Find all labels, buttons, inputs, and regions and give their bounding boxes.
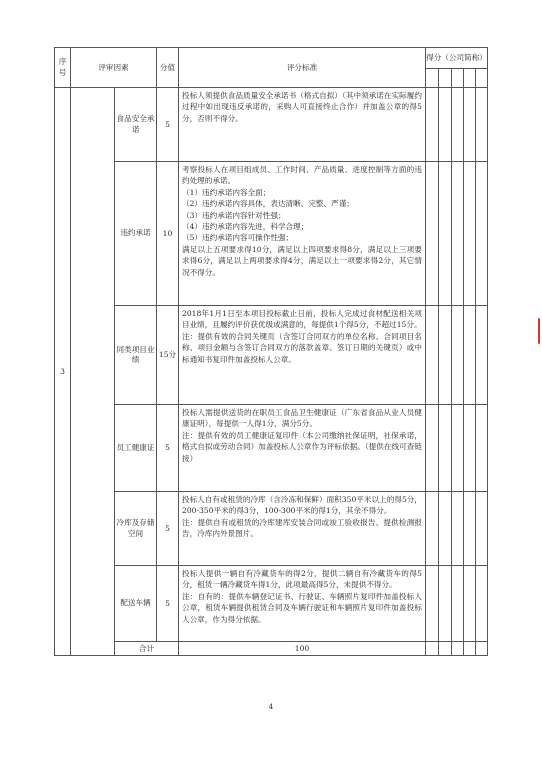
- score-cell: [476, 306, 488, 405]
- score-cell: [452, 566, 464, 642]
- table-row: [55, 492, 488, 566]
- score-cell: [476, 642, 488, 656]
- factor-standard: [179, 566, 426, 642]
- score-cell: [452, 492, 464, 566]
- factor-score: 5: [157, 405, 179, 492]
- factor-score: 15分: [157, 306, 179, 405]
- group-gap: [71, 88, 115, 656]
- table-row: [55, 642, 488, 656]
- factor-standard: [179, 405, 426, 492]
- scoring-table: [54, 47, 488, 656]
- factor-standard: [179, 492, 426, 566]
- standard-line: 投标人须提供食品质量安全承诺书（格式自拟）（其中须承诺在实际履约过程中如出现违反承诺的，采购人可直接终止合作）并加盖公章的得5分，否则不得分。: [182, 91, 422, 123]
- score-cell: [464, 405, 476, 492]
- margin-mark: [538, 318, 540, 344]
- standard-line: （5）违约承诺内容可操作性强；: [182, 233, 294, 243]
- factor-standard: [179, 162, 426, 306]
- score-cell: [426, 162, 439, 306]
- standard-line: 注：自有的：提供车辆登记证书、行驶证、车辆照片复印件加盖投标人公章，租赁车辆提供租赁合同及车辆行驶证和车辆照片复印件加盖投标人公章，作为得分依据。: [182, 591, 422, 624]
- factor-score: 10: [157, 162, 179, 306]
- standard-line: 投标人提供一辆自有冷藏货车的得2分，提供二辆自有冷藏货车的得5分，租赁一辆冷藏货车得1分，此项最高得5分，未提供不得分。: [182, 569, 422, 590]
- header-row: [55, 48, 488, 69]
- score-cell: [464, 566, 476, 642]
- score-cell: [426, 492, 439, 566]
- score-cell: [476, 405, 488, 492]
- factor-name: 冷库及存储空间: [115, 492, 157, 566]
- score-cell: [464, 88, 476, 162]
- header-company-score: 得分（公司简称）: [426, 48, 488, 69]
- total-score: 100: [179, 642, 426, 656]
- factor-score: 5: [157, 492, 179, 566]
- standard-line: 注：提供自有或租赁的冷库建库安装合同或竣工验收报告、提供检测报告，冷库内外景图片。: [182, 517, 422, 539]
- factor-name: 配送车辆: [115, 566, 157, 642]
- score-cell: [426, 69, 439, 88]
- score-cell: [452, 306, 464, 405]
- standard-line: 注：提供有效的合同关键页（含签订合同双方的单位名称、合同项目名称、项目金额与含签订合同双方的落款盖章、签订日期的关键页）或中标通知书复印件加盖投标人公章。: [182, 331, 422, 364]
- score-cell: [476, 162, 488, 306]
- header-standard: 评分标准: [179, 48, 426, 88]
- header-score: 分值: [157, 48, 179, 88]
- score-cell: [426, 306, 439, 405]
- score-cell: [426, 88, 439, 162]
- table-row: [55, 405, 488, 492]
- table-row: [55, 162, 488, 306]
- header-seq: 序号: [55, 48, 71, 88]
- factor-score: 5: [157, 88, 179, 162]
- score-cell: [426, 405, 439, 492]
- standard-line: 满足以上五项要求得10分，满足以上四项要求得8分，满足以上三项要求得6分，满足以上两项要求得4分，满足以上一项要求得2分，其它情况不得分。: [182, 244, 422, 277]
- standard-line: （2）违约承诺内容具体，表达清晰、完整、严谨；: [182, 199, 354, 209]
- score-cell: [439, 566, 452, 642]
- score-cell: [464, 642, 476, 656]
- score-cell: [452, 642, 464, 656]
- standard-line: （1）违约承诺内容全面；: [182, 187, 271, 197]
- table-row: [55, 88, 488, 162]
- score-cell: [439, 306, 452, 405]
- standard-line: 注：提供有效的员工健康证复印件（本公司缴纳社保证明，社保承诺，格式自拟或劳动合同）加盖投标人公章作为评标依据。（提供在线可查链接）: [182, 430, 422, 463]
- standard-line: 2018年1月1日至本项目投标截止日前，投标人完成过食材配送相关项目业绩，且履约评价获优级或满意的，每提供1个得5分，不超过15分。: [182, 309, 422, 330]
- score-cell: [476, 69, 488, 88]
- factor-name: 同类项目业绩: [115, 306, 157, 405]
- group-no: 3: [55, 88, 71, 656]
- standard-line: （3）违约承诺内容针对性强；: [182, 210, 286, 220]
- score-cell: [439, 405, 452, 492]
- total-label: 合计: [115, 642, 179, 656]
- factor-standard: [179, 306, 426, 405]
- score-cell: [439, 88, 452, 162]
- table-row: [55, 566, 488, 642]
- score-cell: [426, 566, 439, 642]
- score-cell: [476, 492, 488, 566]
- factor-name: 违约承诺: [115, 162, 157, 306]
- standard-line: 投标人自有或租赁的冷库（含冷冻和保鲜）面积350平米以上的得5分，200-350平米的得3分，100-300平米的得1分，其余不得分。: [182, 495, 422, 516]
- score-cell: [452, 405, 464, 492]
- score-cell: [452, 162, 464, 306]
- standard-line: 投标人需提供送货的在职员工食品卫生健康证（广东省食品从业人员健康证明），每提供一人得1分，满分5分。: [182, 408, 422, 429]
- score-cell: [439, 162, 452, 306]
- score-cell: [464, 162, 476, 306]
- score-cell: [439, 69, 452, 88]
- score-cell: [464, 69, 476, 88]
- score-cell: [464, 492, 476, 566]
- standard-line: （4）违约承诺内容先进，科学合理；: [182, 221, 309, 231]
- factor-name: 员工健康证: [115, 405, 157, 492]
- standard-line: 考察投标人在项目组成员、工作时间、产品质量、进度控制等方面的违约处理的承诺。: [182, 165, 422, 186]
- header-factor: 评审因素: [71, 48, 157, 88]
- table-row: [55, 306, 488, 405]
- factor-score: 5: [157, 566, 179, 642]
- score-cell: [452, 88, 464, 162]
- score-cell: [452, 69, 464, 88]
- score-cell: [464, 306, 476, 405]
- page-number: 4: [268, 703, 274, 711]
- factor-standard: [179, 88, 426, 162]
- score-cell: [476, 566, 488, 642]
- score-cell: [439, 492, 452, 566]
- score-cell: [439, 642, 452, 656]
- factor-name: 食品安全承诺: [115, 88, 157, 162]
- score-cell: [476, 88, 488, 162]
- total-standard: [426, 642, 439, 656]
